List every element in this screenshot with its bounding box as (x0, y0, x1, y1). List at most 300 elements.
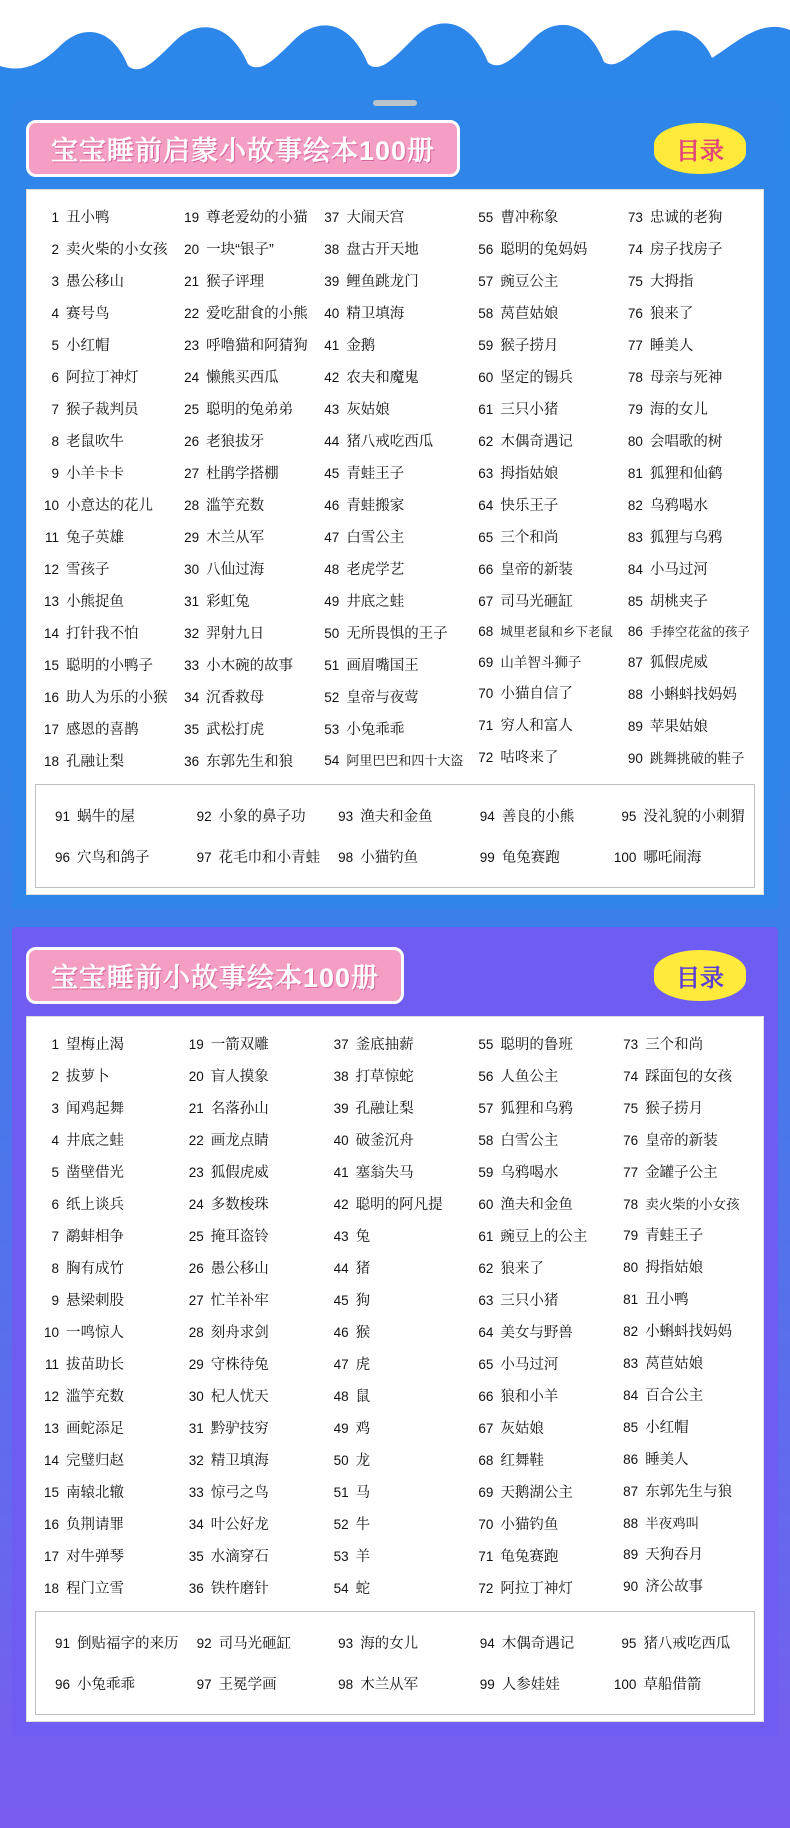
item-label: 胡桃夹子 (649, 593, 708, 610)
list-item[interactable] (325, 1251, 466, 1283)
item-label: 拔萝卜 (66, 1068, 110, 1085)
list-item[interactable] (619, 488, 755, 520)
item-label: 鼠 (355, 1388, 371, 1405)
list-item[interactable] (315, 584, 465, 616)
list-item[interactable] (180, 1539, 321, 1571)
list-item[interactable] (35, 392, 171, 424)
list-item[interactable] (315, 520, 465, 552)
list-item[interactable] (175, 328, 311, 360)
list-item[interactable] (325, 1027, 466, 1059)
item-number: 73 (623, 1036, 639, 1052)
item-number: 2 (51, 1068, 59, 1084)
item-number: 86 (623, 1451, 639, 1467)
item-label: 金罐子公主 (645, 1164, 718, 1181)
list-item[interactable] (469, 1507, 610, 1539)
list-item[interactable] (469, 1283, 610, 1315)
list-item[interactable] (614, 1091, 755, 1123)
list-item[interactable] (325, 1059, 466, 1091)
list-item[interactable] (315, 392, 465, 424)
list-item[interactable] (469, 488, 615, 520)
item-number: 92 (196, 809, 212, 824)
list-item[interactable] (608, 842, 748, 871)
list-item[interactable] (469, 296, 615, 328)
list-item[interactable] (469, 1539, 610, 1571)
item-label: 青蛙搬家 (346, 497, 405, 514)
list-item[interactable] (175, 648, 311, 680)
list-item[interactable] (469, 1411, 610, 1443)
item-number: 32 (188, 1452, 204, 1468)
list-item[interactable] (325, 1219, 466, 1251)
list-item[interactable] (619, 584, 755, 616)
item-number: 21 (184, 273, 200, 289)
list-item[interactable] (180, 1251, 321, 1283)
list-item[interactable] (469, 392, 615, 424)
list-item[interactable] (325, 801, 465, 830)
list-item[interactable] (35, 424, 171, 456)
list-item[interactable] (614, 1474, 755, 1506)
item-number: 58 (478, 1132, 494, 1148)
list-item[interactable] (619, 677, 755, 709)
item-number: 55 (478, 209, 494, 225)
list-item[interactable] (315, 552, 465, 584)
list-item[interactable] (180, 1443, 321, 1475)
list-item[interactable] (35, 1347, 176, 1379)
list-item[interactable] (180, 1091, 321, 1123)
list-item[interactable] (614, 1027, 755, 1059)
list-item[interactable] (175, 296, 311, 328)
item-label: 老虎学艺 (346, 561, 405, 578)
item-label: 雪孩子 (66, 561, 110, 578)
list-item[interactable] (35, 488, 171, 520)
list-item[interactable] (469, 1571, 610, 1603)
list-item[interactable] (42, 842, 182, 871)
list-item[interactable] (325, 1628, 465, 1657)
list-item[interactable] (469, 740, 615, 772)
list-item[interactable] (35, 200, 171, 232)
list-item[interactable] (614, 1569, 755, 1601)
list-item[interactable] (325, 1539, 466, 1571)
list-item[interactable] (469, 1123, 610, 1155)
list-item[interactable] (619, 200, 755, 232)
list-item[interactable] (35, 1411, 176, 1443)
item-number: 53 (324, 721, 340, 737)
item-number: 2 (51, 241, 59, 257)
list-item[interactable] (469, 456, 615, 488)
item-label: 坚定的锡兵 (500, 369, 573, 386)
list-item[interactable] (325, 1091, 466, 1123)
list-item[interactable] (35, 1283, 176, 1315)
list-item[interactable] (175, 712, 311, 744)
list-item[interactable] (325, 1123, 466, 1155)
item-number: 91 (54, 809, 70, 824)
list-item[interactable] (469, 676, 615, 708)
list-item[interactable] (614, 1378, 755, 1410)
list-item[interactable] (315, 488, 465, 520)
item-number: 28 (188, 1324, 204, 1340)
list-item[interactable] (315, 616, 465, 648)
list-item[interactable] (42, 1628, 182, 1657)
item-number: 39 (324, 273, 340, 289)
item-number: 84 (623, 1387, 639, 1403)
list-item[interactable] (469, 552, 615, 584)
list-item[interactable] (614, 1410, 755, 1442)
list-item[interactable] (35, 1571, 176, 1603)
list-item[interactable] (315, 648, 465, 680)
list-item[interactable] (469, 1187, 610, 1219)
item-label: 沉香救母 (206, 689, 265, 706)
list-item[interactable] (175, 264, 311, 296)
list-item[interactable] (469, 1315, 610, 1347)
item-number: 75 (623, 1100, 639, 1116)
item-number: 80 (627, 433, 643, 449)
list-item[interactable] (614, 1282, 755, 1314)
item-number: 4 (51, 305, 59, 321)
item-number: 91 (54, 1636, 70, 1651)
list-item[interactable] (614, 1123, 755, 1155)
list-item[interactable] (469, 328, 615, 360)
list-item[interactable] (35, 712, 171, 744)
toc-badge[interactable]: 目录 (654, 950, 746, 1001)
list-item[interactable] (175, 360, 311, 392)
list-item[interactable] (469, 232, 615, 264)
list-item[interactable] (35, 648, 171, 680)
section-title: 宝宝睡前启蒙小故事绘本100册 (26, 120, 460, 177)
item-number: 50 (333, 1452, 349, 1468)
list-item[interactable] (469, 1059, 610, 1091)
item-number: 41 (324, 337, 340, 353)
item-number: 58 (478, 305, 494, 321)
list-item[interactable] (325, 1571, 466, 1603)
list-item[interactable] (614, 1155, 755, 1187)
item-number: 66 (478, 1388, 494, 1404)
list-item[interactable] (184, 842, 324, 871)
list-item[interactable] (35, 1123, 176, 1155)
item-label: 小猫自信了 (500, 685, 573, 702)
list-item[interactable] (467, 801, 607, 830)
list-item[interactable] (180, 1187, 321, 1219)
list-item[interactable] (35, 552, 171, 584)
item-label: 忠诚的老狗 (649, 209, 723, 226)
list-item[interactable] (469, 424, 615, 456)
list-item[interactable] (315, 200, 465, 232)
list-item[interactable] (619, 328, 755, 360)
item-label: 马 (355, 1484, 371, 1501)
list-item[interactable] (184, 1669, 324, 1698)
item-label: 破釜沉舟 (355, 1132, 414, 1149)
item-number: 30 (184, 561, 200, 577)
story-column-3 (315, 200, 465, 776)
list-item[interactable] (42, 801, 182, 830)
item-label: 精卫填海 (346, 305, 405, 322)
item-label: 睡美人 (649, 337, 694, 354)
item-label: 望梅止渴 (66, 1036, 124, 1053)
item-label: 名落孙山 (210, 1100, 269, 1117)
item-number: 74 (623, 1068, 639, 1084)
list-item[interactable] (325, 1443, 466, 1475)
list-item[interactable] (325, 1669, 465, 1698)
list-item[interactable] (180, 1411, 321, 1443)
list-item[interactable] (35, 680, 171, 712)
list-item[interactable] (315, 712, 465, 744)
list-item[interactable] (619, 552, 755, 584)
list-item[interactable] (35, 1315, 176, 1347)
item-number: 5 (51, 337, 59, 353)
list-item[interactable] (469, 1091, 610, 1123)
list-item[interactable] (175, 392, 311, 424)
list-item[interactable] (469, 1251, 610, 1283)
list-item[interactable] (175, 744, 311, 776)
list-item[interactable] (315, 744, 465, 774)
list-item[interactable] (184, 1628, 324, 1657)
item-number: 8 (51, 433, 59, 449)
list-item[interactable] (469, 264, 615, 296)
list-item[interactable] (469, 1347, 610, 1379)
list-item[interactable] (325, 1475, 466, 1507)
list-item[interactable] (467, 1628, 607, 1657)
list-item[interactable] (325, 1411, 466, 1443)
list-item[interactable] (614, 1346, 755, 1378)
list-item[interactable] (180, 1347, 321, 1379)
list-item[interactable] (608, 801, 748, 830)
list-item[interactable] (175, 680, 311, 712)
list-item[interactable] (325, 1283, 466, 1315)
list-item[interactable] (180, 1507, 321, 1539)
list-item[interactable] (35, 1539, 176, 1571)
item-number: 95 (621, 1636, 637, 1651)
list-item[interactable] (469, 200, 615, 232)
item-label: 猴 (355, 1324, 371, 1341)
story-column-4 (469, 1027, 610, 1603)
list-item[interactable] (315, 296, 465, 328)
list-item[interactable] (35, 1027, 176, 1059)
list-item[interactable] (614, 1537, 755, 1569)
list-item[interactable] (614, 1218, 755, 1250)
list-item[interactable] (608, 1628, 748, 1657)
list-item[interactable] (35, 1443, 176, 1475)
list-item[interactable] (35, 1091, 176, 1123)
list-item[interactable] (180, 1571, 321, 1603)
story-grid (35, 1027, 755, 1603)
item-number: 47 (324, 529, 340, 545)
item-number: 10 (43, 497, 59, 513)
list-item[interactable] (315, 264, 465, 296)
item-number: 25 (184, 401, 200, 417)
list-item[interactable] (180, 1283, 321, 1315)
list-item[interactable] (469, 1155, 610, 1187)
list-item[interactable] (325, 842, 465, 871)
list-item[interactable] (315, 360, 465, 392)
list-item[interactable] (180, 1059, 321, 1091)
list-item[interactable] (180, 1123, 321, 1155)
item-number: 71 (478, 1548, 494, 1564)
list-item[interactable] (35, 1155, 176, 1187)
list-item[interactable] (469, 1379, 610, 1411)
item-number: 70 (478, 685, 494, 701)
list-item[interactable] (619, 520, 755, 552)
item-label: 阿拉丁神灯 (66, 369, 139, 386)
list-item[interactable] (35, 1251, 176, 1283)
item-number: 89 (623, 1546, 639, 1562)
list-item[interactable] (175, 552, 311, 584)
item-label: 小兔乖乖 (346, 721, 405, 738)
item-number: 18 (43, 1580, 59, 1596)
item-label: 感恩的喜鹊 (66, 721, 139, 738)
item-label: 皇帝的新装 (500, 561, 573, 578)
list-item[interactable] (469, 520, 615, 552)
list-item[interactable] (325, 1315, 466, 1347)
item-label: 猴子捞月 (500, 337, 559, 354)
item-label: 渔夫和金鱼 (360, 809, 433, 825)
list-item[interactable] (469, 584, 615, 616)
list-item[interactable] (180, 1475, 321, 1507)
list-item[interactable] (469, 1443, 610, 1475)
list-item[interactable] (35, 1219, 176, 1251)
list-item[interactable] (35, 1507, 176, 1539)
list-item[interactable] (469, 1219, 610, 1251)
list-item[interactable] (35, 616, 171, 648)
item-number: 73 (627, 209, 643, 225)
item-number: 78 (627, 369, 643, 385)
list-item[interactable] (315, 232, 465, 264)
list-item[interactable] (325, 1155, 466, 1187)
list-item[interactable] (175, 424, 311, 456)
list-item[interactable] (325, 1187, 466, 1219)
list-item[interactable] (315, 328, 465, 360)
list-item[interactable] (35, 456, 171, 488)
list-item[interactable] (614, 1250, 755, 1282)
item-label: 助人为乐的小猴 (66, 689, 168, 706)
list-item[interactable] (467, 842, 607, 871)
list-item[interactable] (35, 584, 171, 616)
list-item[interactable] (35, 264, 171, 296)
list-item[interactable] (315, 456, 465, 488)
list-item[interactable] (619, 296, 755, 328)
item-label: 豌豆上的公主 (500, 1228, 588, 1245)
item-label: 滥竽充数 (206, 497, 265, 514)
list-item[interactable] (175, 488, 311, 520)
item-label: 小蝌蚪找妈妈 (645, 1323, 733, 1340)
item-number: 55 (478, 1036, 494, 1052)
item-label: 木兰从军 (206, 529, 265, 546)
list-item[interactable] (614, 1506, 755, 1537)
list-item[interactable] (180, 1315, 321, 1347)
list-item[interactable] (175, 200, 311, 232)
item-label: 狼和小羊 (500, 1388, 559, 1405)
list-item[interactable] (614, 1314, 755, 1346)
list-item[interactable] (467, 1669, 607, 1698)
list-item[interactable] (619, 709, 755, 741)
item-number: 86 (627, 623, 643, 639)
wave-header (0, 0, 790, 100)
item-label: 海的女儿 (360, 1636, 419, 1652)
list-item[interactable] (180, 1379, 321, 1411)
item-label: 猪八戒吃西瓜 (643, 1636, 731, 1652)
list-item[interactable] (619, 264, 755, 296)
list-item[interactable] (180, 1155, 321, 1187)
list-item[interactable] (35, 744, 171, 776)
list-item[interactable] (619, 392, 755, 424)
item-number: 57 (478, 1100, 494, 1116)
list-item[interactable] (619, 645, 755, 677)
toc-badge[interactable]: 目录 (654, 123, 746, 174)
list-item[interactable] (614, 1442, 755, 1474)
list-item[interactable] (325, 1379, 466, 1411)
item-label: 水滴穿石 (210, 1548, 269, 1565)
item-label: 井底之蛙 (66, 1132, 124, 1149)
list-item[interactable] (619, 616, 755, 645)
item-number: 12 (43, 561, 59, 577)
item-number: 40 (333, 1132, 349, 1148)
list-item[interactable] (315, 680, 465, 712)
item-label: 美女与野兽 (500, 1324, 573, 1341)
item-number: 88 (623, 1515, 639, 1531)
list-item[interactable] (619, 360, 755, 392)
list-item[interactable] (175, 232, 311, 264)
item-label: 画龙点睛 (210, 1132, 269, 1149)
section-enlightenment-stories (12, 100, 778, 909)
list-item[interactable] (614, 1187, 755, 1218)
list-item[interactable] (35, 520, 171, 552)
item-label: 一块“银子” (206, 241, 274, 258)
item-number: 61 (478, 401, 494, 417)
item-label: 苹果姑娘 (649, 718, 708, 735)
item-label: 狼来了 (649, 305, 694, 322)
list-item[interactable] (35, 1059, 176, 1091)
list-item[interactable] (469, 1475, 610, 1507)
list-item[interactable] (35, 1379, 176, 1411)
list-item[interactable] (35, 1187, 176, 1219)
list-item[interactable] (175, 584, 311, 616)
list-item[interactable] (469, 645, 615, 676)
list-item[interactable] (180, 1219, 321, 1251)
item-number: 60 (478, 369, 494, 385)
item-number: 11 (44, 529, 59, 545)
list-item[interactable] (175, 616, 311, 648)
item-number: 63 (478, 465, 494, 481)
list-item[interactable] (315, 424, 465, 456)
list-item[interactable] (619, 741, 755, 772)
list-item[interactable] (619, 424, 755, 456)
list-item[interactable] (42, 1669, 182, 1698)
list-item[interactable] (619, 232, 755, 264)
list-item[interactable] (180, 1027, 321, 1059)
list-item[interactable] (325, 1507, 466, 1539)
list-item[interactable] (175, 456, 311, 488)
list-item[interactable] (325, 1347, 466, 1379)
list-item[interactable] (35, 360, 171, 392)
list-item[interactable] (184, 801, 324, 830)
item-label: 农夫和魔鬼 (346, 369, 419, 386)
list-item[interactable] (175, 520, 311, 552)
list-item[interactable] (619, 456, 755, 488)
item-label: 狐狸与乌鸦 (649, 529, 723, 546)
list-item[interactable] (469, 360, 615, 392)
list-item[interactable] (35, 232, 171, 264)
story-column-1 (35, 200, 171, 776)
list-item[interactable] (614, 1059, 755, 1091)
list-item[interactable] (35, 1475, 176, 1507)
list-item[interactable] (469, 1027, 610, 1059)
list-item[interactable] (608, 1669, 748, 1698)
list-item[interactable] (35, 296, 171, 328)
list-item[interactable] (469, 616, 615, 645)
item-number: 34 (184, 689, 200, 705)
item-number: 46 (324, 497, 340, 513)
list-item[interactable] (469, 708, 615, 740)
item-label: 彩虹兔 (206, 593, 250, 610)
item-label: 青蛙王子 (645, 1227, 704, 1244)
list-item[interactable] (35, 328, 171, 360)
